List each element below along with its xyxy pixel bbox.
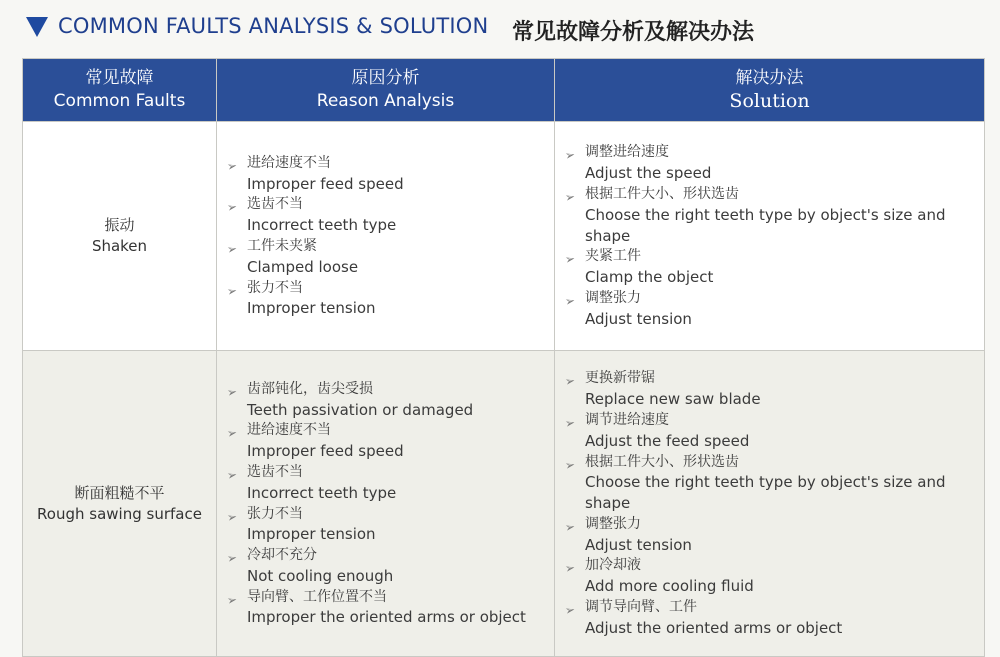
arrow-icon: ➢ [563, 456, 577, 473]
list-item [225, 236, 554, 278]
reason-en: Improper the oriented arms or object [247, 608, 526, 627]
reason-zh: 进给速度不当 [247, 154, 331, 171]
reason-zh: 选齿不当 [247, 463, 303, 480]
list-item [563, 597, 984, 639]
arrow-icon: ➢ [225, 591, 239, 608]
table-row [23, 351, 985, 657]
fault-cell [23, 122, 217, 351]
title-bar [0, 0, 1000, 58]
list-item [563, 246, 984, 288]
arrow-icon: ➢ [225, 157, 239, 174]
solution-zh: 调节进给速度 [585, 411, 669, 428]
title-en: COMMON FAULTS ANALYSIS & SOLUTION [58, 14, 489, 38]
header-reason-zh: 原因分析 [351, 68, 420, 88]
solution-zh: 根据工件大小、形状选齿 [585, 186, 739, 202]
reason-en: Improper tension [247, 525, 376, 544]
fault-en: Shaken [91, 237, 148, 255]
reason-en: Incorrect teeth type [247, 216, 397, 235]
title-zh: 常见故障分析及解决办法 [512, 20, 755, 45]
arrow-icon: ➢ [225, 425, 239, 442]
reason-zh: 选齿不当 [247, 196, 303, 213]
solution-zh: 加冷却液 [585, 557, 641, 574]
solution-en: Add more cooling fluid [585, 577, 754, 596]
solution-list [555, 368, 984, 638]
solution-en: Choose the right teeth type by object's size and shape [585, 205, 946, 245]
arrow-icon: ➢ [225, 508, 239, 525]
table-row [23, 122, 985, 351]
list-item [563, 368, 984, 410]
solution-en: Choose the right teeth type by object's size and shape [585, 473, 946, 513]
fault-en: Rough sawing surface [37, 504, 202, 523]
arrow-icon: ➢ [563, 519, 577, 535]
arrow-icon: ➢ [225, 383, 239, 400]
arrow-icon: ➢ [225, 282, 239, 299]
solution-en: Clamp the object [585, 268, 714, 287]
list-item [225, 153, 554, 195]
fault-zh: 断面粗糙不平 [74, 483, 165, 502]
reason-zh: 齿部钝化，齿尖受损 [247, 380, 373, 397]
solution-zh: 更换新带锯 [585, 370, 655, 387]
header-faults-en: Common Faults [53, 91, 186, 111]
reason-en: Improper feed speed [247, 174, 404, 193]
header-reason [217, 59, 555, 122]
solution-zh: 调整进给速度 [585, 144, 669, 161]
table-header-row [23, 59, 985, 122]
reason-zh: 张力不当 [247, 505, 303, 522]
list-item [563, 452, 984, 514]
table-body [23, 122, 985, 657]
list-item [225, 545, 554, 587]
triangle-down-icon [26, 17, 48, 37]
arrow-icon: ➢ [563, 147, 577, 164]
list-item [225, 379, 554, 421]
solution-zh: 根据工件大小、形状选齿 [585, 453, 739, 470]
reason-en: Clamped loose [247, 257, 359, 276]
reason-zh: 工件未夹紧 [247, 238, 317, 254]
arrow-icon: ➢ [563, 373, 577, 390]
list-item [563, 142, 984, 184]
solution-zh: 调整张力 [585, 515, 641, 532]
arrow-icon: ➢ [563, 293, 577, 309]
reason-en: Not cooling enough [247, 566, 394, 585]
arrow-icon: ➢ [563, 560, 577, 577]
solution-cell [555, 351, 985, 657]
arrow-icon: ➢ [225, 550, 239, 566]
arrow-icon: ➢ [563, 251, 577, 268]
solution-en: Adjust tension [585, 309, 692, 328]
list-item [225, 504, 554, 546]
header-faults [23, 59, 217, 122]
list-item [225, 587, 554, 629]
solution-cell [555, 122, 985, 351]
solution-en: Adjust the feed speed [585, 431, 750, 450]
fault-zh: 振动 [104, 216, 135, 234]
reason-en: Improper feed speed [247, 442, 404, 461]
header-solution [555, 59, 985, 122]
reason-zh: 导向臂、工作位置不当 [247, 588, 387, 605]
faults-table [22, 58, 985, 657]
solution-en: Adjust the speed [585, 164, 712, 183]
reason-en: Improper tension [247, 299, 376, 318]
list-item [563, 288, 984, 330]
solution-en: Adjust the oriented arms or object [585, 618, 843, 637]
solution-en: Replace new saw blade [585, 390, 761, 409]
reason-en: Incorrect teeth type [247, 483, 397, 502]
header-solution-zh: 解决办法 [735, 68, 804, 88]
arrow-icon: ➢ [225, 467, 239, 483]
list-item [225, 194, 554, 236]
reason-en: Teeth passivation or damaged [247, 400, 474, 419]
reason-zh: 张力不当 [247, 279, 303, 296]
arrow-icon: ➢ [225, 241, 239, 257]
reason-cell [217, 351, 555, 657]
header-reason-en: Reason Analysis [316, 91, 455, 111]
arrow-icon: ➢ [563, 415, 577, 431]
list-item [563, 514, 984, 556]
reason-zh: 进给速度不当 [247, 422, 331, 439]
solution-zh: 调整张力 [585, 289, 641, 306]
arrow-icon: ➢ [563, 189, 577, 205]
list-item [563, 184, 984, 246]
reason-cell [217, 122, 555, 351]
list-item [563, 555, 984, 597]
solution-zh: 调节导向臂、工件 [585, 599, 697, 616]
reason-zh: 冷却不充分 [247, 547, 317, 564]
solution-en: Adjust tension [585, 535, 692, 554]
list-item [225, 462, 554, 504]
arrow-icon: ➢ [225, 199, 239, 216]
reason-list [217, 153, 554, 319]
solution-list [555, 142, 984, 329]
list-item [225, 420, 554, 462]
arrow-icon: ➢ [563, 602, 577, 618]
header-solution-en: Solution [729, 90, 810, 112]
fault-cell [23, 351, 217, 657]
solution-zh: 夹紧工件 [585, 248, 641, 265]
list-item [225, 278, 554, 320]
reason-list [217, 379, 554, 629]
header-faults-zh: 常见故障 [85, 68, 154, 88]
list-item [563, 410, 984, 452]
